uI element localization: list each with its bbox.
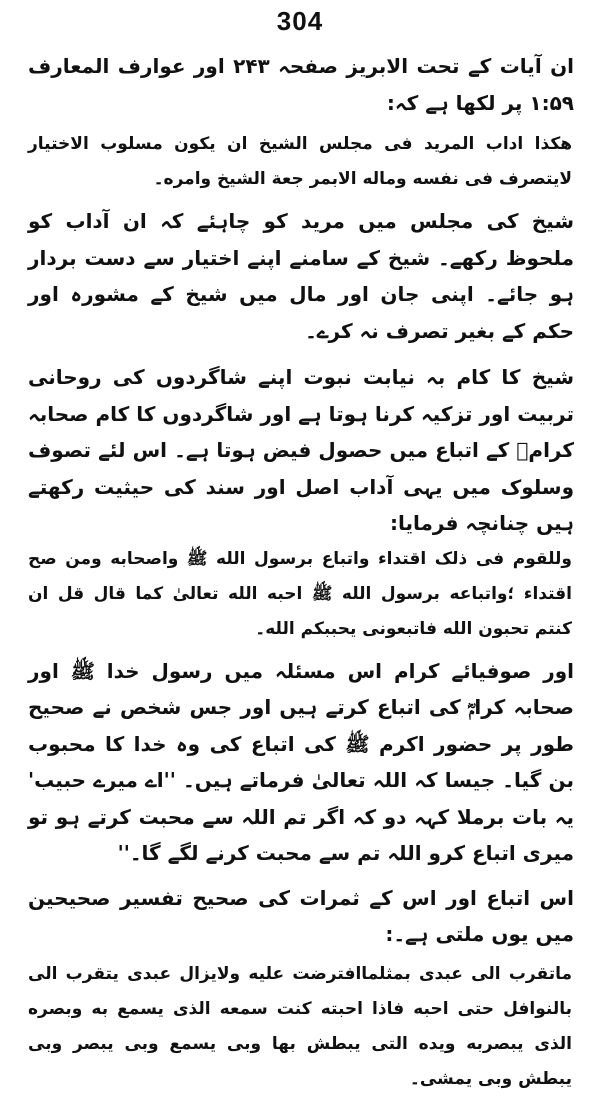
page-number: 304 bbox=[276, 6, 324, 36]
urdu-translation-adab: شیخ کی مجلس میں مرید کو چاہئے کہ ان آداب کو ملحوظ رکھے۔ شیخ کے سامنے اپنے اختیار سے دست بردار ہو جائے۔ اپنی جان اور مال میں شیخ کے مشورہ اور حکم کے بغیر تصرف نہ کرے۔ bbox=[28, 209, 574, 343]
section-heading-samarat: اس اتباع اور اس کے ثمرات کی صحیح تفسیر صحیحین میں یوں ملتی ہے۔: bbox=[28, 885, 574, 946]
page-body bbox=[28, 48, 574, 1097]
paragraph-shaikh-role: شیخ کا کام بہ نیابت نبوت اپنے شاگردوں کی روحانی تربیت اور تزکیہ کرنا ہوتا ہے اور شاگردوں کا کام صحابہ کرامؓ کے اتباع میں حصول فیض ہوتا ہے۔ اس لئے تصوف وسلوک میں یہی آداب اصل اور سند کی حیثیت رکھتے ہیں چنانچہ فرمایا: bbox=[28, 365, 574, 535]
arabic-quote-ittiba: وللقوم فی ذلک اقتداء واتباع برسول الله ﷺ واصحابه ومن صح اقتداء ؛واتباعه برسول الله ﷺ احبه الله تعالیٰ کما قال قل ان کنتم تحبون الله فاتبعونی یحببکم الله۔ bbox=[28, 548, 572, 639]
arabic-quote-hadith: ماتقرب الی عبدی بمثلماافترضت علیه ولایزال عبدی یتقرب الی بالنوافل حتی احبه فاذا احبته کنت سمعه الذی یسمع به وبصره الذی یبصربه ویده التی یبطش بها وبی یسمع وبی یبصر وبی یبطش وبی یمشی۔ bbox=[28, 963, 572, 1089]
arabic-quote-adab: ھکذا اداب المرید فی مجلس الشیخ ان یکون مسلوب الاختیار لایتصرف فی نفسه وماله الابمر جعة الشیخ وامره۔ bbox=[28, 134, 572, 189]
intro-line: ان آیات کے تحت الابریز صفحہ ۲۴۳ اور عوارف المعارف ۱:۵۹ پر لکھا ہے کہ: bbox=[28, 54, 574, 115]
urdu-translation-ittiba: اور صوفیائے کرام اس مسئلہ میں رسول خدا ﷺ اور صحابہ کرامؓ کی اتباع کرتے ہیں اور جس شخص نے صحیح طور پر حضور اکرم ﷺ کی اتباع کی وہ خدا کا محبوب بن گیا۔ جیسا کہ اللہ تعالیٰ فرماتے ہیں۔ ''اے میرے حبیب' یہ بات برملا کہہ دو کہ اگر تم اللہ سے محبت کرتے ہو تو میری اتباع کرو اللہ تم سے محبت کرنے لگے گا۔'' bbox=[28, 658, 574, 865]
